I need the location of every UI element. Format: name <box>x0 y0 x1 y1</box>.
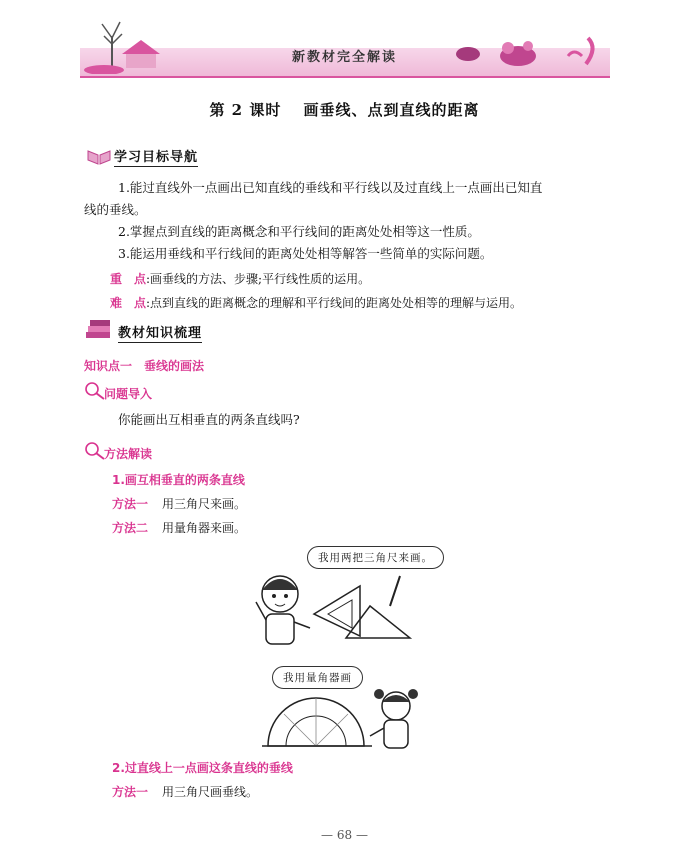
boy-with-set-squares-illustration <box>250 566 430 650</box>
difficulty-label: 难 点 <box>110 296 147 310</box>
house-tree-decoration <box>84 14 164 74</box>
page-number: — 68 — <box>321 828 368 842</box>
question-intro-label: 问题导入 <box>104 387 153 401</box>
difficulty-line <box>110 294 522 311</box>
objective-3: 3.能运用垂线和平行线间的距离处处相等解答一些简单的实际问题。 <box>118 246 493 261</box>
method-3-label: 方法一 <box>112 785 149 799</box>
key-point-line <box>110 270 370 287</box>
boy-speech-bubble: 我用两把三角尺来画。 <box>307 546 444 569</box>
method-2-label: 方法二 <box>112 521 149 535</box>
books-stack-icon <box>84 318 114 340</box>
subsection-1-title: 1.画互相垂直的两条直线 <box>112 473 245 487</box>
knowledge-heading: 教材知识梳理 <box>118 322 202 343</box>
method-1-label: 方法一 <box>112 497 149 511</box>
difficulty-text: :点到直线的距离概念的理解和平行线间的距离处处相等的理解与运用。 <box>146 296 523 310</box>
girl-with-protractor-illustration <box>262 684 422 752</box>
key-text: :画垂线的方法、步骤;平行线性质的运用。 <box>146 272 371 286</box>
lesson-title: 第 2 课时 画垂线、点到直线的距离 <box>209 101 480 119</box>
magnifier-icon-2 <box>84 441 106 461</box>
objective-1: 1.能过直线外一点画出已知直线的垂线和平行线以及过直线上一点画出已知直 <box>118 180 543 195</box>
method-explain-label: 方法解读 <box>104 447 153 461</box>
method-2-text: 用量角器来画。 <box>162 521 247 535</box>
objectives-heading: 学习目标导航 <box>114 146 198 167</box>
girl-speech-bubble: 我用量角器画 <box>272 666 363 689</box>
key-label: 重 点 <box>110 272 147 286</box>
knowledge-point-1-title: 知识点一 垂线的画法 <box>84 359 205 373</box>
objective-1-cont: 线的垂线。 <box>84 202 147 217</box>
method-3-text: 用三角尺画垂线。 <box>162 785 259 799</box>
method-2-line <box>112 519 246 536</box>
question-text: 你能画出互相垂直的两条直线吗? <box>118 412 300 427</box>
header-title: 新教材完全解读 <box>291 50 397 65</box>
method-1-line <box>112 495 246 512</box>
method-1-text: 用三角尺来画。 <box>162 497 247 511</box>
book-icon <box>86 147 112 165</box>
objective-2: 2.掌握点到直线的距离概念和平行线间的距离处处相等这一性质。 <box>118 224 480 239</box>
method-3-line <box>112 783 258 800</box>
subsection-2-title: 2.过直线上一点画这条直线的垂线 <box>112 761 293 775</box>
magnifier-icon <box>84 381 106 401</box>
